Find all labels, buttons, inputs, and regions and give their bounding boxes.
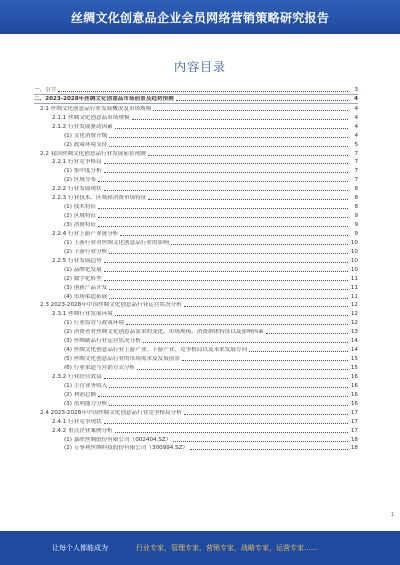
toc-leader-dots: [115, 128, 348, 129]
toc-entry-page: 13: [350, 329, 358, 336]
toc-entry-text: (2) 万事利丝绸科技股份有限公司（300994.SZ）: [64, 445, 189, 452]
toc-entry-text: (1) 主营业务收入: [64, 382, 108, 389]
toc-entry[interactable]: [34, 318, 358, 327]
toc-entry-page: 17: [350, 409, 358, 416]
toc-entry-text: 2.3.1 丝绸行业发展环境: [52, 311, 113, 318]
toc-entry[interactable]: [34, 327, 358, 336]
toc-entry-text: (4) 市场渠道拓展: [64, 293, 108, 300]
toc-entry-page: 12: [350, 311, 358, 318]
toc-entry[interactable]: [34, 149, 358, 158]
toc-leader-dots: [115, 432, 348, 433]
toc-entry-page: 14: [350, 338, 358, 345]
toc-entry[interactable]: [34, 336, 358, 345]
toc-leader-dots: [176, 100, 348, 101]
toc-leader-dots: [184, 414, 348, 415]
toc-entry[interactable]: [34, 113, 358, 122]
header-bar: [0, 0, 400, 34]
toc-leader-dots: [109, 289, 348, 290]
toc-entry-text: 2.3 2023-2028年中国丝绸文化创意品行业运营状况分析: [40, 302, 182, 309]
toc-entry-text: (1) 行业监管与政策环境: [64, 320, 125, 327]
toc-entry-page: 16: [350, 373, 358, 380]
toc-entry-text: (3) 丝绸制品行业运营状况分析: [64, 338, 141, 345]
toc-leader-dots: [182, 360, 348, 361]
toc-entry-text: 2.2 我国丝绸文化创意品行业发展前景预测: [40, 150, 146, 157]
toc-leader-dots: [104, 163, 348, 164]
toc-entry-page: 3: [354, 86, 358, 93]
toc-entry-text: (5) 丝绸文化创意品行业的市场需求及发展前景: [64, 356, 180, 363]
toc-leader-dots: [104, 423, 348, 424]
toc-entry-text: (3) 创新产品开发: [64, 284, 108, 291]
toc-entry-page: 8: [354, 195, 358, 202]
toc-entry[interactable]: [34, 220, 358, 229]
toc-leader-dots: [249, 351, 348, 352]
toc-entry[interactable]: [34, 309, 358, 318]
toc-entry-page: 7: [354, 159, 358, 166]
toc-entry-text: (2) 区域特征: [64, 213, 97, 220]
table-of-contents: [34, 86, 358, 452]
toc-entry-text: (4) 丝绸文化创意品行业上游产业、下游产业、竞争格局以及未来发展方向: [64, 347, 248, 354]
toc-leader-dots: [109, 405, 348, 406]
toc-leader-dots: [104, 190, 348, 191]
toc-entry-page: 10: [350, 266, 358, 273]
toc-entry-page: 4: [354, 123, 358, 130]
toc-entry-page: 7: [354, 177, 358, 184]
toc-leader-dots: [190, 449, 348, 450]
toc-entry[interactable]: [34, 104, 358, 113]
toc-entry[interactable]: [34, 292, 358, 301]
toc-leader-dots: [98, 181, 348, 182]
toc-leader-dots: [109, 146, 348, 147]
toc-entry[interactable]: [34, 86, 358, 95]
toc-entry[interactable]: [34, 158, 358, 167]
toc-entry-page: 14: [350, 347, 358, 354]
toc-entry-page: 4: [354, 114, 358, 121]
toc-entry-page: 8: [354, 204, 358, 211]
toc-entry-page: 9: [354, 230, 358, 237]
toc-entry[interactable]: [34, 211, 358, 220]
toc-entry-text: 2.4 2023-2028年中国丝绸文化创意品行业竞争格局分析: [40, 409, 182, 416]
toc-leader-dots: [104, 172, 348, 173]
toc-leader-dots: [98, 208, 348, 209]
toc-entry[interactable]: [34, 274, 358, 283]
toc-entry-page: 11: [350, 275, 358, 282]
toc-leader-dots: [266, 333, 348, 334]
toc-entry[interactable]: [34, 175, 358, 184]
toc-entry-page: 5: [354, 141, 358, 148]
toc-entry-text: 2.1.2 行业发展驱动因素: [52, 123, 113, 130]
toc-entry-page: 4: [354, 95, 358, 102]
toc-entry-page: 10: [350, 248, 358, 255]
toc-leader-dots: [98, 217, 348, 218]
toc-entry-page: 11: [350, 293, 358, 300]
toc-entry-page: 15: [350, 365, 358, 371]
toc-entry-page: 17: [350, 418, 358, 425]
toc-entry-page: 7: [354, 168, 358, 175]
footer-roles: 行业专家，管理专家，营销专家，战略专家，运营专家……: [136, 544, 318, 552]
toc-entry-text: (1) 技术特征: [64, 204, 97, 211]
toc-entry-page: 16: [350, 391, 358, 398]
toc-entry[interactable]: [34, 435, 358, 444]
toc-leader-dots: [58, 91, 348, 92]
toc-leader-dots: [104, 262, 348, 263]
toc-entry-page: 12: [350, 320, 358, 327]
toc-entry[interactable]: [34, 408, 358, 417]
toc-entry-text: 2.4.1 行业竞争现状: [52, 418, 102, 425]
toc-entry[interactable]: [34, 184, 358, 193]
toc-leader-dots: [148, 155, 348, 156]
toc-entry[interactable]: [34, 238, 358, 247]
toc-entry-text: 2.1 丝绸文化创意品行业发展概况及市场规模: [40, 105, 152, 112]
toc-entry-text: 2.4.2 重点企业案例分析: [52, 427, 113, 434]
toc-entry-text: 2.2.3 行业技术、区域和消费市场特征: [52, 195, 147, 202]
toc-entry[interactable]: [34, 229, 358, 238]
toc-entry-page: 10: [350, 257, 358, 264]
toc-entry-page: 4: [354, 105, 358, 112]
toc-leader-dots: [98, 226, 348, 227]
toc-entry-text: 2.2.5 行业发展趋势: [52, 257, 102, 264]
toc-entry-page: 4: [354, 132, 358, 139]
toc-entry-page: 10: [350, 239, 358, 246]
toc-leader-dots: [109, 137, 348, 138]
toc-leader-dots: [120, 235, 348, 236]
toc-entry[interactable]: [34, 202, 358, 211]
toc-entry[interactable]: [34, 301, 358, 310]
toc-entry[interactable]: [34, 140, 358, 149]
toc-entry[interactable]: [34, 426, 358, 435]
toc-leader-dots: [104, 378, 348, 379]
toc-entry-text: (2) 政策环境支持: [64, 141, 108, 148]
toc-entry-page: 15: [350, 356, 358, 363]
toc-entry-page: 8: [354, 186, 358, 193]
toc-title: 内容目录: [173, 60, 226, 74]
toc-entry-page: 17: [350, 427, 358, 434]
toc-entry-text: 2.2.2 行业发展现状: [52, 186, 102, 193]
toc-entry-page: 12: [350, 302, 358, 309]
toc-leader-dots: [137, 369, 348, 370]
toc-leader-dots: [115, 315, 348, 316]
toc-entry-text: (1) 文化消费升级: [64, 132, 108, 139]
toc-leader-dots: [104, 280, 348, 281]
toc-leader-dots: [132, 119, 348, 120]
toc-entry[interactable]: [34, 399, 358, 408]
toc-entry-text: (6) 行业渠道与营销方式分析: [64, 365, 136, 371]
page-number: 1: [390, 512, 394, 518]
toc-entry-text: (1) 集中度分析: [64, 168, 102, 175]
toc-entry[interactable]: [34, 256, 358, 265]
toc-entry[interactable]: [34, 381, 358, 390]
toc-entry-page: 7: [354, 150, 358, 157]
toc-entry-text: (2) 区域分布: [64, 177, 97, 184]
toc-entry-text: 二、2023-2028年丝绸文化创意品市场前景及趋势预测: [34, 95, 174, 102]
toc-entry-text: (2) 利润总额: [64, 391, 97, 398]
toc-entry-text: (2) 数字化转型: [64, 275, 102, 282]
toc-entry-text: (3) 盈利能力分析: [64, 400, 108, 407]
toc-entry-text: (1) 品牌化发展: [64, 266, 102, 273]
toc-entry-text: (1) 上游行业对丝绸文化创意品行业的影响: [64, 239, 169, 246]
toc-entry[interactable]: [34, 283, 358, 292]
toc-leader-dots: [98, 396, 348, 397]
toc-entry-page: 9: [354, 222, 358, 228]
toc-entry-text: (3) 消费特征: [64, 222, 97, 228]
toc-entry-page: 18: [350, 445, 358, 452]
toc-entry-page: 16: [350, 400, 358, 407]
toc-entry[interactable]: [34, 390, 358, 399]
toc-entry-page: 18: [350, 436, 358, 443]
toc-entry[interactable]: [34, 122, 358, 131]
toc-entry[interactable]: [34, 166, 358, 175]
toc-entry-text: 2.2.4 行业上游产业链分析: [52, 230, 119, 237]
toc-leader-dots: [109, 298, 348, 299]
toc-leader-dots: [104, 271, 348, 272]
toc-entry[interactable]: [34, 247, 358, 256]
toc-entry[interactable]: [34, 354, 358, 363]
toc-leader-dots: [126, 324, 348, 325]
footer-bar: [0, 531, 400, 565]
toc-leader-dots: [171, 244, 348, 245]
toc-entry-text: 2.3.2 行业经营效益: [52, 373, 102, 380]
toc-entry[interactable]: [34, 193, 358, 202]
toc-entry[interactable]: [34, 131, 358, 140]
footer-slogan: 让每个人都能成为: [52, 544, 108, 552]
toc-entry-text: (1) 嘉欣丝绸股份有限公司（002404.SZ）: [64, 436, 172, 443]
toc-entry[interactable]: [34, 417, 358, 426]
toc-leader-dots: [153, 110, 348, 111]
toc-entry[interactable]: [34, 345, 358, 354]
toc-entry-page: 9: [354, 213, 358, 220]
toc-entry-text: 2.1.1 丝绸文化创意品市场规模: [52, 114, 130, 121]
toc-leader-dots: [143, 342, 348, 343]
toc-entry-page: 16: [350, 382, 358, 389]
report-title: 丝绸文化创意品企业会员网络营销策略研究报告: [70, 10, 330, 25]
toc-entry-text: (2) 下游行业分析: [64, 248, 108, 255]
toc-leader-dots: [184, 306, 348, 307]
toc-entry[interactable]: [34, 372, 358, 381]
toc-entry-text: (2) 消费者对丝绸文化创意品需求的变化、市场规模、消费群体特征以及影响因素: [64, 329, 264, 336]
toc-leader-dots: [173, 441, 348, 442]
toc-leader-dots: [148, 199, 348, 200]
toc-leader-dots: [109, 253, 348, 254]
toc-entry[interactable]: [34, 265, 358, 274]
toc-entry-text: 2.2.1 行业竞争格局: [52, 159, 102, 166]
toc-entry[interactable]: [34, 363, 358, 372]
toc-entry[interactable]: [34, 95, 358, 104]
toc-entry[interactable]: [34, 444, 358, 453]
toc-leader-dots: [109, 387, 348, 388]
toc-entry-page: 11: [350, 284, 358, 291]
toc-entry-text: 一、引言: [34, 86, 57, 93]
